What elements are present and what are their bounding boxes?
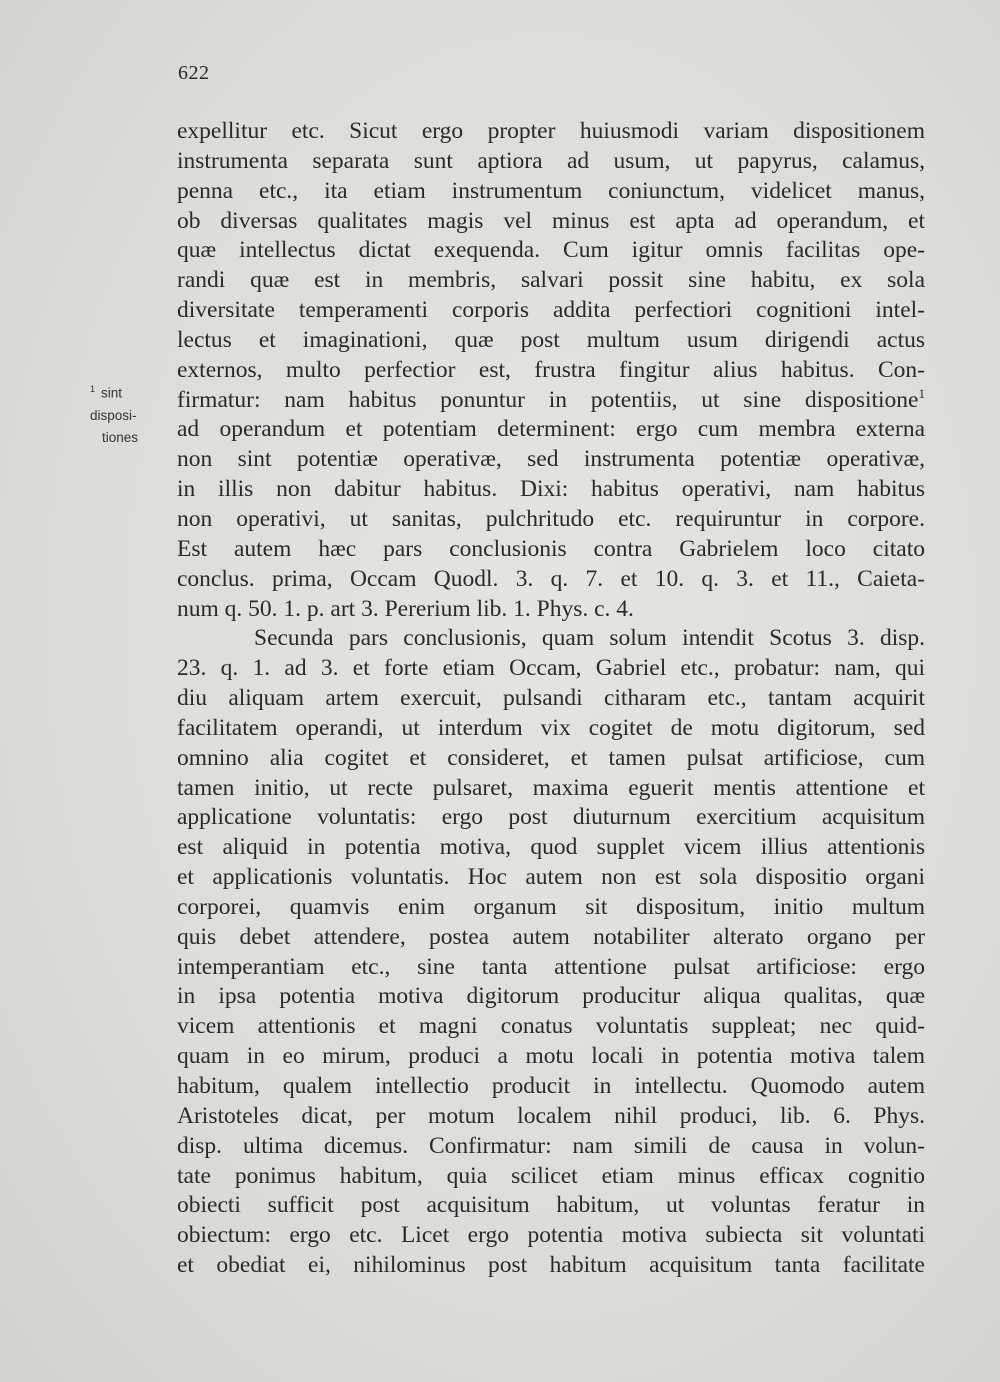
text-line: tate ponimus habitum, quia scilicet etiam minus efficax cognitio	[177, 1162, 925, 1189]
text-line: non sint potentiæ operativæ, sed instrumenta potentiæ operativæ,	[177, 446, 925, 473]
text-line: expellitur etc. Sicut ergo propter huiusmodi variam dispositionem	[177, 118, 925, 144]
text-line: num q. 50. 1. p. art 3. Pererium lib. 1. Phys. c. 4.	[177, 595, 634, 622]
page-number: 622	[178, 62, 210, 84]
text-line: corporei, quamvis enim organum sit dispositum, initio multum	[177, 893, 925, 920]
text-line: quam in eo mirum, produci a motu locali in potentia motiva talem	[177, 1043, 925, 1070]
text-line: et obediat ei, nihilominus post habitum acquisitum tanta facilitate	[177, 1252, 925, 1279]
margin-note-marker: 1	[90, 384, 96, 394]
text-line: externos, multo perfectior est, frustra fingitur alius habitus. Con-	[177, 356, 925, 383]
footnote-marker: 1	[918, 385, 925, 401]
text-line: 23. q. 1. ad 3. et forte etiam Occam, Gabriel etc., probatur: nam, qui	[177, 655, 925, 682]
text-line: in ipsa potentia motiva digitorum producitur aliqua qualitas, quæ	[177, 983, 925, 1010]
text-line-content: firmatur: nam habitus ponuntur in potentiis, ut sine dispositione	[177, 386, 919, 413]
text-line: conclus. prima, Occam Quodl. 3. q. 7. et 10. q. 3. et 11., Caieta-	[177, 565, 925, 592]
text-line: vicem attentionis et magni conatus voluntatis suppleat; nec quid-	[177, 1013, 925, 1040]
text-line: applicatione voluntatis: ergo post diuturnum exercitium acquisitum	[177, 804, 925, 831]
text-line: tamen initio, ut recte pulsaret, maxima eguerit mentis attentione et	[177, 774, 925, 801]
text-line: obiecti sufficit post acquisitum habitum, ut voluntas feratur in	[177, 1192, 925, 1219]
margin-note-line-1: sint disposi-	[90, 385, 137, 423]
text-line: in illis non dabitur habitus. Dixi: habitus operativi, nam habitus	[177, 476, 925, 503]
text-line: randi quæ est in membris, salvari possit sine habitu, ex sola	[177, 267, 925, 294]
text-line: ob diversas qualitates magis vel minus est apta ad operandum, et	[177, 207, 925, 234]
text-line-with-footnote	[177, 386, 925, 416]
text-line: obiectum: ergo etc. Licet ergo potentia motiva subiecta sit voluntati	[177, 1222, 925, 1249]
margin-note	[90, 378, 170, 449]
text-line: disp. ultima dicemus. Confirmatur: nam simili de causa in volun-	[177, 1132, 925, 1159]
body-text	[177, 117, 925, 1281]
text-line: instrumenta separata sunt aptiora ad usum, ut papyrus, calamus,	[177, 147, 925, 174]
text-line: omnino alia cogitet et consideret, et tamen pulsat artificiose, cum	[177, 744, 925, 771]
text-line: quis debet attendere, postea autem notabiliter alterato organo per	[177, 923, 925, 950]
text-line: Est autem hæc pars conclusionis contra Gabrielem loco citato	[177, 535, 925, 562]
text-line: habitum, qualem intellectio producit in intellectu. Quomodo autem	[177, 1073, 925, 1099]
text-line: diversitate temperamenti corporis addita perfectiori cognitioni intel-	[177, 297, 925, 324]
text-line: non operativi, ut sanitas, pulchritudo etc. requiruntur in corpore.	[177, 505, 925, 532]
text-line: intemperantiam etc., sine tanta attentione pulsat artificiose: ergo	[177, 953, 925, 980]
text-line: facilitatem operandi, ut interdum vix cogitet de motu digitorum, sed	[177, 714, 925, 741]
paragraph-start-line: Secunda pars conclusionis, quam solum intendit Scotus 3. disp.	[254, 625, 925, 652]
text-line: quæ intellectus dictat exequenda. Cum igitur omnis facilitas ope-	[177, 237, 925, 264]
text-line: lectus et imaginationi, quæ post multum usum dirigendi actus	[177, 326, 925, 353]
text-line: est aliquid in potentia motiva, quod supplet vicem illius attentionis	[177, 834, 925, 861]
text-line: Aristoteles dicat, per motum localem nihil produci, lib. 6. Phys.	[177, 1102, 925, 1129]
text-line: penna etc., ita etiam instrumentum coniunctum, videlicet manus,	[177, 177, 925, 204]
text-line: diu aliquam artem exercuit, pulsandi citharam etc., tantam acquirit	[177, 685, 925, 712]
text-line: ad operandum et potentiam determinent: ergo cum membra externa	[177, 416, 925, 443]
margin-note-line-2: tiones	[102, 429, 139, 445]
text-line: et applicationis voluntatis. Hoc autem non est sola dispositio organi	[177, 864, 925, 891]
